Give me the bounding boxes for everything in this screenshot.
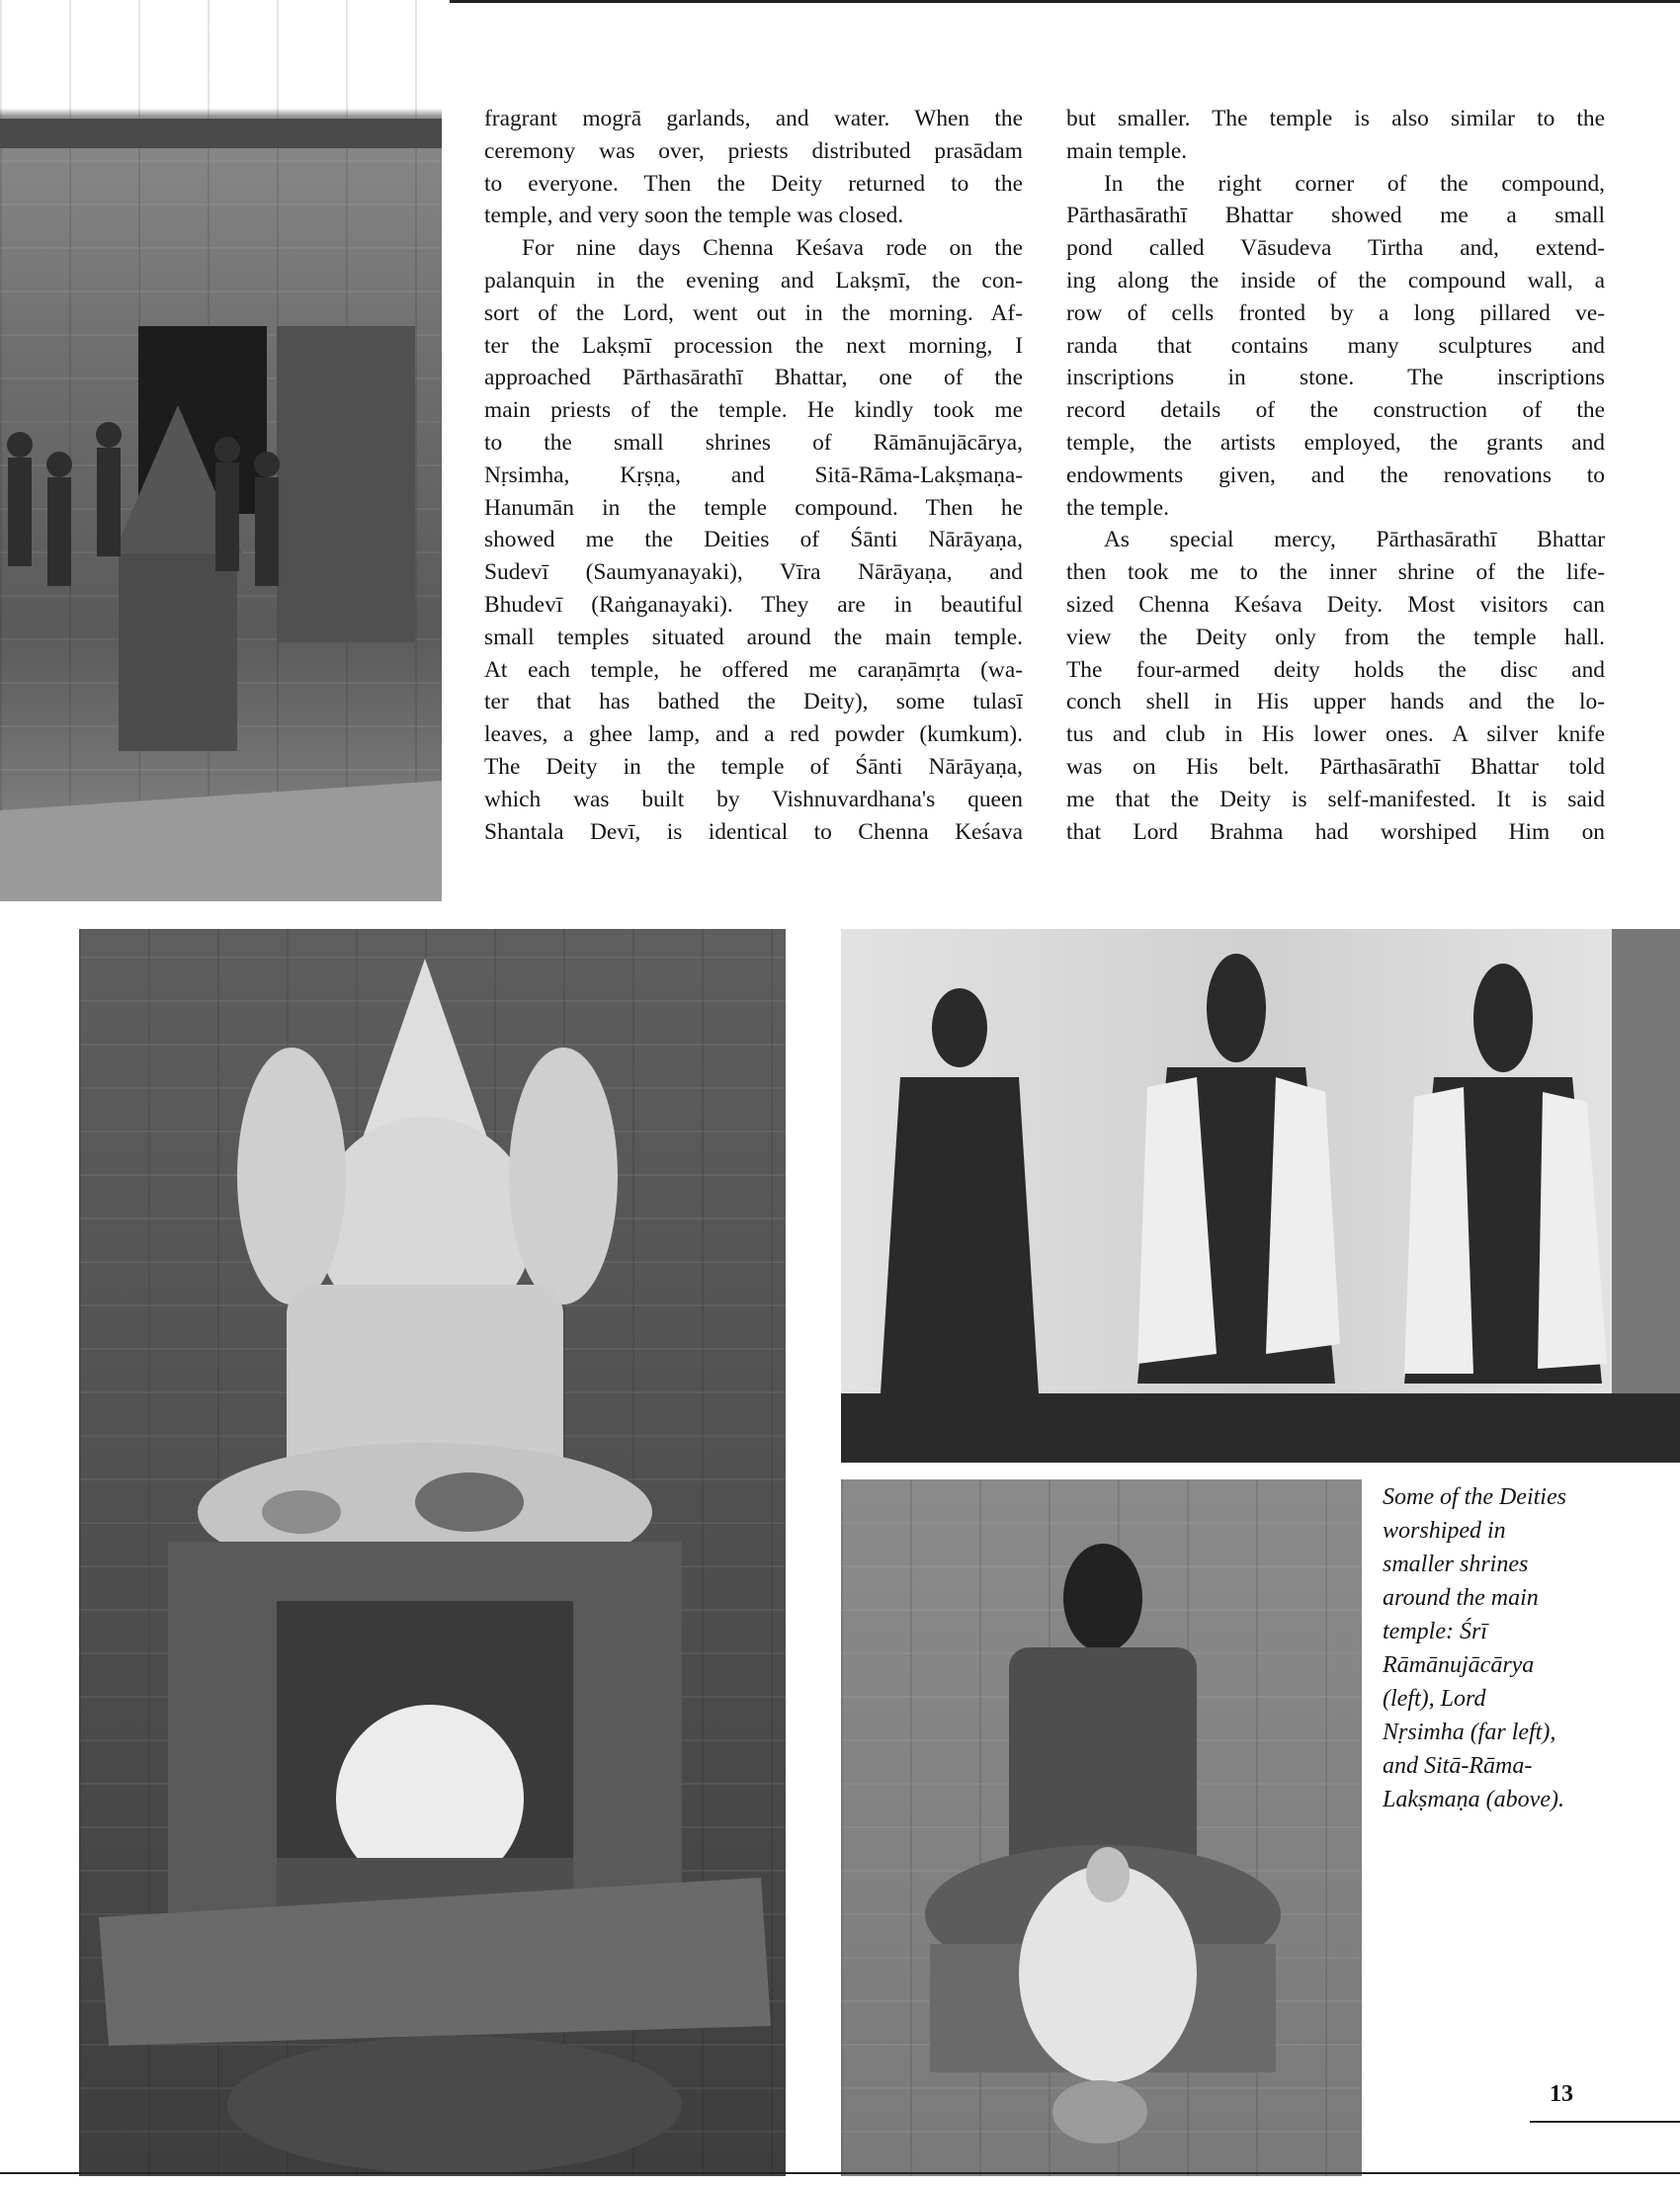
ramanujacarya-photo xyxy=(841,1479,1362,2176)
text-line: The Deity in the temple of Śānti Nārāyaṇa, xyxy=(484,753,1023,780)
ramanujacarya-illustration xyxy=(841,1479,1362,2176)
text-line: was on His belt. Pārthasārathī Bhattar told xyxy=(1066,753,1605,780)
text-line: ceremony was over, priests distributed prasādam xyxy=(484,137,1023,164)
text-line: then took me to the inner shrine of the life- xyxy=(1066,559,1605,586)
text-line: row of cells fronted by a long pillared ve- xyxy=(1066,299,1605,326)
text-line: At each temple, he offered me caraṇāmṛta (wa- xyxy=(484,656,1023,683)
text-line: Bhudevī (Raṅganayaki). They are in beautiful xyxy=(484,591,1023,618)
text-line: showed me the Deities of Śānti Nārāyaṇa, xyxy=(484,527,1023,553)
text-line: temple, the artists employed, the grants and xyxy=(1066,429,1605,456)
text-line: sort of the Lord, went out in the morning. Af- xyxy=(484,299,1023,326)
text-line: pond called Vāsudeva Tirtha and, extend- xyxy=(1066,235,1605,262)
text-line: As special mercy, Pārthasārathī Bhattar xyxy=(1104,527,1605,553)
text-line: randa that contains many sculptures and xyxy=(1066,332,1605,359)
text-line: view the Deity only from the temple hall. xyxy=(1066,624,1605,650)
top-rule xyxy=(450,0,1680,3)
text-line: Hanumān in the temple compound. Then he xyxy=(484,494,1023,521)
caption-line: Rāmānujācārya xyxy=(1383,1652,1535,1678)
caption-line: smaller shrines xyxy=(1383,1552,1529,1577)
text-line: to everyone. Then the Deity returned to the xyxy=(484,170,1023,197)
text-line: fragrant mogrā garlands, and water. When the xyxy=(484,106,1023,131)
text-line: temple, and very soon the temple was closed. xyxy=(484,203,904,229)
caption-line: Lakṣmaṇa (above). xyxy=(1383,1787,1564,1812)
text-column-right xyxy=(1066,103,1605,848)
text-line: small temples situated around the main temple. xyxy=(484,624,1023,650)
text-line: which was built by Vishnuvardhana's queen xyxy=(484,786,1023,812)
text-line: that Lord Brahma had worshiped Him on xyxy=(1066,818,1605,845)
text-line: For nine days Chenna Keśava rode on the xyxy=(522,235,1023,262)
nrsimha-illustration xyxy=(79,929,786,2176)
caption-line: temple: Śrī xyxy=(1383,1619,1487,1644)
text-line: The four-armed deity holds the disc and xyxy=(1066,656,1605,683)
page-number-rule xyxy=(1530,2121,1680,2123)
caption-line: and Sitā-Rāma- xyxy=(1383,1753,1533,1779)
photo-caption xyxy=(1383,1480,1620,1816)
text-line: ing along the inside of the compound wall, a xyxy=(1066,267,1605,294)
text-line: but smaller. The temple is also similar to the xyxy=(1066,106,1605,131)
text-line: inscriptions in stone. The inscriptions xyxy=(1066,365,1605,391)
temple-exterior-photo xyxy=(0,0,442,901)
nrsimha-deity-photo xyxy=(79,929,786,2176)
text-line: In the right corner of the compound, xyxy=(1104,170,1605,197)
text-line: Nṛsimha, Kṛṣṇa, and Sitā-Rāma-Lakṣmaṇa- xyxy=(484,462,1023,488)
text-line: main priests of the temple. He kindly took me xyxy=(484,397,1023,424)
text-line: Sudevī (Saumyanayaki), Vīra Nārāyaṇa, and xyxy=(484,559,1023,586)
text-line: leaves, a ghee lamp, and a red powder (kumkum). xyxy=(484,721,1023,748)
text-line: palanquin in the evening and Lakṣmī, the con- xyxy=(484,267,1023,294)
text-line: to the small shrines of Rāmānujācārya, xyxy=(484,429,1023,456)
text-line: Pārthasārathī Bhattar showed me a small xyxy=(1066,203,1605,229)
text-line: sized Chenna Keśava Deity. Most visitors can xyxy=(1066,591,1605,618)
text-line: ter the Lakṣmī procession the next morning, I xyxy=(484,332,1023,359)
page-number: 13 xyxy=(1550,2081,1573,2107)
text-line: me that the Deity is self-manifested. It is said xyxy=(1066,786,1605,812)
caption-line: Some of the Deities xyxy=(1383,1484,1566,1510)
caption-line: worshiped in xyxy=(1383,1518,1506,1544)
caption-line: around the main xyxy=(1383,1585,1539,1611)
temple-illustration xyxy=(0,0,442,901)
text-line: tus and club in His lower ones. A silver knife xyxy=(1066,721,1605,748)
sita-rama-laksmana-illustration xyxy=(841,929,1680,1463)
text-line: Shantala Devī, is identical to Chenna Keśava xyxy=(484,818,1023,845)
text-line: ter that has bathed the Deity), some tulasī xyxy=(484,689,1023,715)
text-line: approached Pārthasārathī Bhattar, one of the xyxy=(484,365,1023,391)
bottom-rule xyxy=(0,2172,1680,2174)
text-line: record details of the construction of the xyxy=(1066,397,1605,424)
text-line: the temple. xyxy=(1066,494,1169,521)
text-line: main temple. xyxy=(1066,137,1188,164)
text-column-left xyxy=(484,103,1023,848)
caption-line: (left), Lord xyxy=(1383,1686,1486,1712)
text-line: endowments given, and the renovations to xyxy=(1066,462,1605,488)
sita-rama-laksmana-photo xyxy=(841,929,1680,1463)
text-line: conch shell in His upper hands and the lo- xyxy=(1066,689,1605,715)
caption-line: Nṛsimha (far left), xyxy=(1383,1720,1556,1745)
